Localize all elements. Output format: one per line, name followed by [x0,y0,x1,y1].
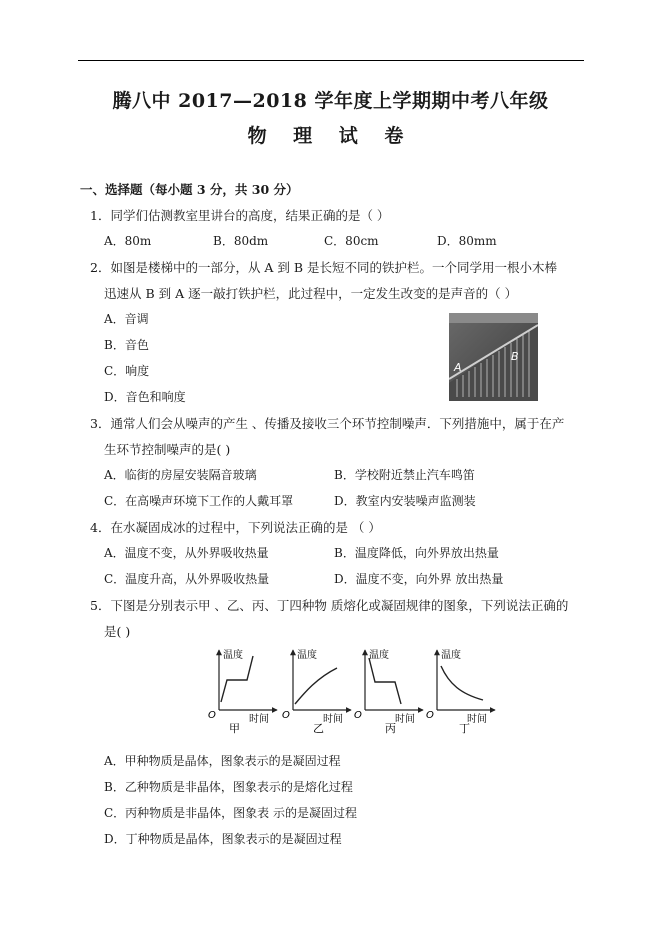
question-1-stem: 1．同学们估测教室里讲台的高度，结果正确的是（ ） [90,208,390,223]
header-rule [78,60,584,61]
graph-yi [282,648,351,734]
graph-bing [354,648,423,734]
q2-option-d: D．音色和响度 [104,390,186,404]
graph-bing-origin: O [354,710,362,721]
q2-option-c: C．响度 [104,364,150,378]
graph-jia-ylabel: 温度 [223,650,243,661]
q4-option-b: B．温度降低，向外界放出热量 [334,546,499,560]
graph-jia-name: 甲 [229,722,240,734]
q1-option-c: C．80cm [324,234,379,248]
graph-ding [426,648,495,734]
graph-jia-xlabel: 时间 [249,714,269,725]
exam-title: 腾八中 2017—2018 学年度上学期期中考八年级 [112,90,549,112]
q4-option-a: A．温度不变，从外界吸收热量 [104,546,269,560]
q1-option-b: B．80dm [213,234,269,248]
q5-option-d: D．丁种物质是晶体，图象表示的是凝固过程 [104,832,342,846]
q3-option-a: A．临街的房屋安装隔音玻璃 [104,468,257,482]
q2-option-a: A．音调 [104,312,149,326]
question-4-stem: 4．在水凝固成冰的过程中，下列说法正确的是 （ ） [90,520,381,535]
question-3-stem-line1: 3．通常人们会从噪声的产生 、传播及接收三个环节控制噪声．下列措施中，属于在产 [90,416,565,431]
question-2-stem-line2: 迅速从 B 到 A 逐一敲打铁护栏，此过程中，一定发生改变的是声音的（ ） [104,286,518,301]
q5-option-a: A．甲种物质是晶体，图象表示的是凝固过程 [104,754,341,768]
graph-bing-xlabel: 时间 [395,714,415,725]
graph-ding-xlabel: 时间 [467,714,487,725]
graph-ding-origin: O [426,710,434,721]
photo-label-a: A [454,361,462,374]
section-heading: 一、选择题（每小题 3 分，共 30 分） [80,182,299,197]
q3-option-c: C．在高噪声环境下工作的人戴耳罩 [104,494,294,508]
graph-yi-xlabel: 时间 [323,714,343,725]
exam-subtitle: 物 理 试 卷 [247,125,414,147]
graph-yi-name: 乙 [313,722,324,734]
temperature-time-graphs [205,644,505,734]
q4-option-d: D．温度不变，向外界 放出热量 [334,572,504,586]
question-5-stem-line1: 5．下图是分别表示甲 、乙、丙、丁四种物 质熔化或凝固规律的图象，下列说法正确的 [90,598,569,613]
q3-option-d: D．教室内安装噪声监测装 [334,494,476,508]
graph-jia [208,648,277,734]
q5-option-b: B．乙种物质是非晶体，图象表示的是熔化过程 [104,780,353,794]
staircase-railing-photo [449,313,538,401]
graph-ding-name: 丁 [459,722,470,734]
q4-option-c: C．温度升高，从外界吸收热量 [104,572,270,586]
graph-ding-ylabel: 温度 [441,650,461,661]
q5-option-c: C．丙种物质是非晶体，图象表 示的是凝固过程 [104,806,357,820]
q2-option-b: B．音色 [104,338,149,352]
question-3-stem-line2: 生环节控制噪声的是( ) [104,442,231,457]
graph-bing-ylabel: 温度 [369,650,389,661]
question-5-stem-line2: 是( ) [104,624,131,639]
q3-option-b: B．学校附近禁止汽车鸣笛 [334,468,475,482]
graph-jia-origin: O [208,710,216,721]
question-2-stem-line1: 2．如图是楼梯中的一部分，从 A 到 B 是长短不同的铁护栏。一个同学用一根小木棒 [90,260,558,275]
q1-option-d: D．80mm [437,234,497,248]
graph-yi-origin: O [282,710,290,721]
graph-yi-ylabel: 温度 [297,650,317,661]
graph-bing-name: 丙 [385,722,396,734]
q1-option-a: A．80m [104,234,152,248]
photo-label-b: B [511,350,519,363]
